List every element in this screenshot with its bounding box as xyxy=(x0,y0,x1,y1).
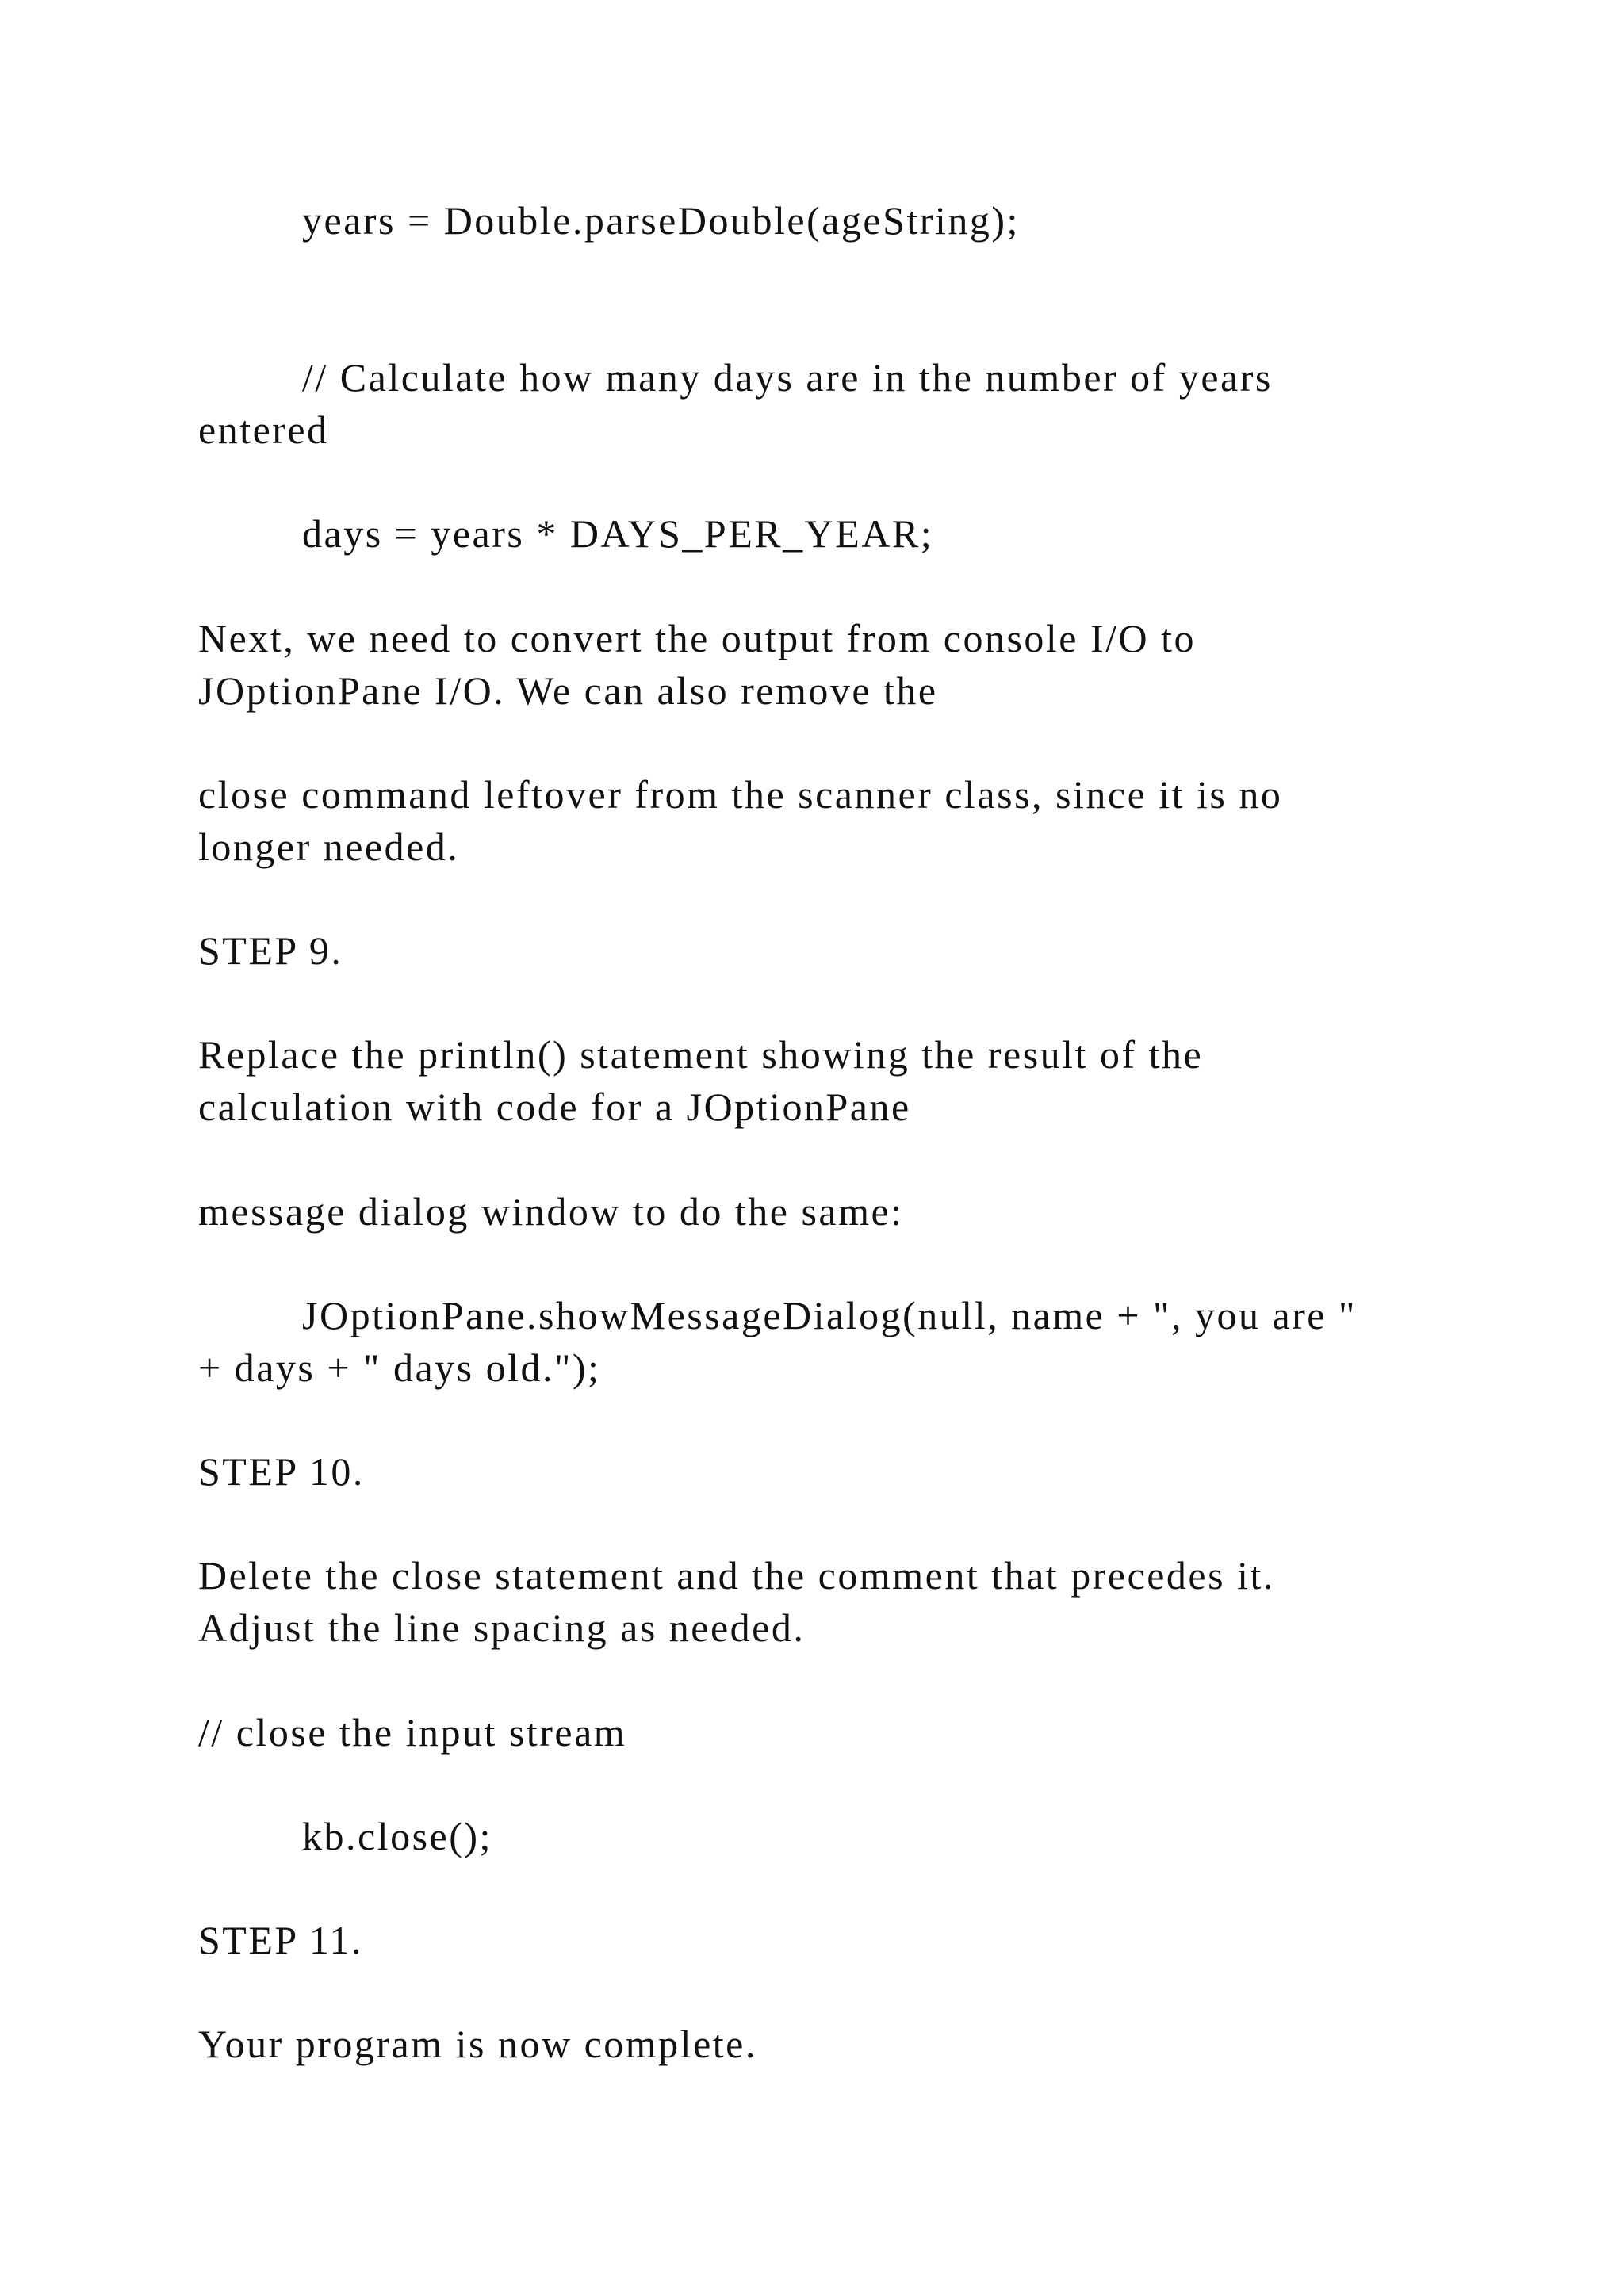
code-line-parse-years: years = Double.parseDouble(ageString); xyxy=(302,198,1020,243)
step-9-instruction-line3: message dialog window to do the same: xyxy=(198,1189,904,1234)
paragraph-close-command-line1: close command leftover from the scanner class, since it is no xyxy=(198,772,1283,817)
code-comment-calculate-days: // Calculate how many days are in the number of years xyxy=(302,355,1273,400)
code-line-kb-close: kb.close(); xyxy=(302,1814,492,1858)
paragraph-convert-output-line1: Next, we need to convert the output from console I/O to xyxy=(198,616,1197,660)
closing-sentence: Your program is now complete. xyxy=(198,2022,757,2066)
code-line-days: days = years * DAYS_PER_YEAR; xyxy=(302,511,934,556)
code-line-show-message-dialog: JOptionPane.showMessageDialog(null, name + ", you are " xyxy=(302,1293,1357,1337)
step-9-heading: STEP 9. xyxy=(198,928,343,973)
code-comment-close-stream: // close the input stream xyxy=(198,1710,627,1755)
step-10-instruction-line1: Delete the close statement and the comment that precedes it. xyxy=(198,1553,1275,1598)
code-comment-continuation: entered xyxy=(198,408,329,452)
code-line-show-message-dialog-cont: + days + " days old."); xyxy=(198,1345,601,1390)
paragraph-convert-output-line2: JOptionPane I/O. We can also remove the xyxy=(198,668,938,713)
step-11-heading: STEP 11. xyxy=(198,1918,363,1962)
step-9-instruction-line1: Replace the println() statement showing the result of the xyxy=(198,1032,1204,1077)
paragraph-close-command-line2: longer needed. xyxy=(198,825,460,869)
step-10-instruction-line2: Adjust the line spacing as needed. xyxy=(198,1605,806,1650)
step-9-instruction-line2: calculation with code for a JOptionPane xyxy=(198,1085,911,1129)
step-10-heading: STEP 10. xyxy=(198,1449,365,1494)
